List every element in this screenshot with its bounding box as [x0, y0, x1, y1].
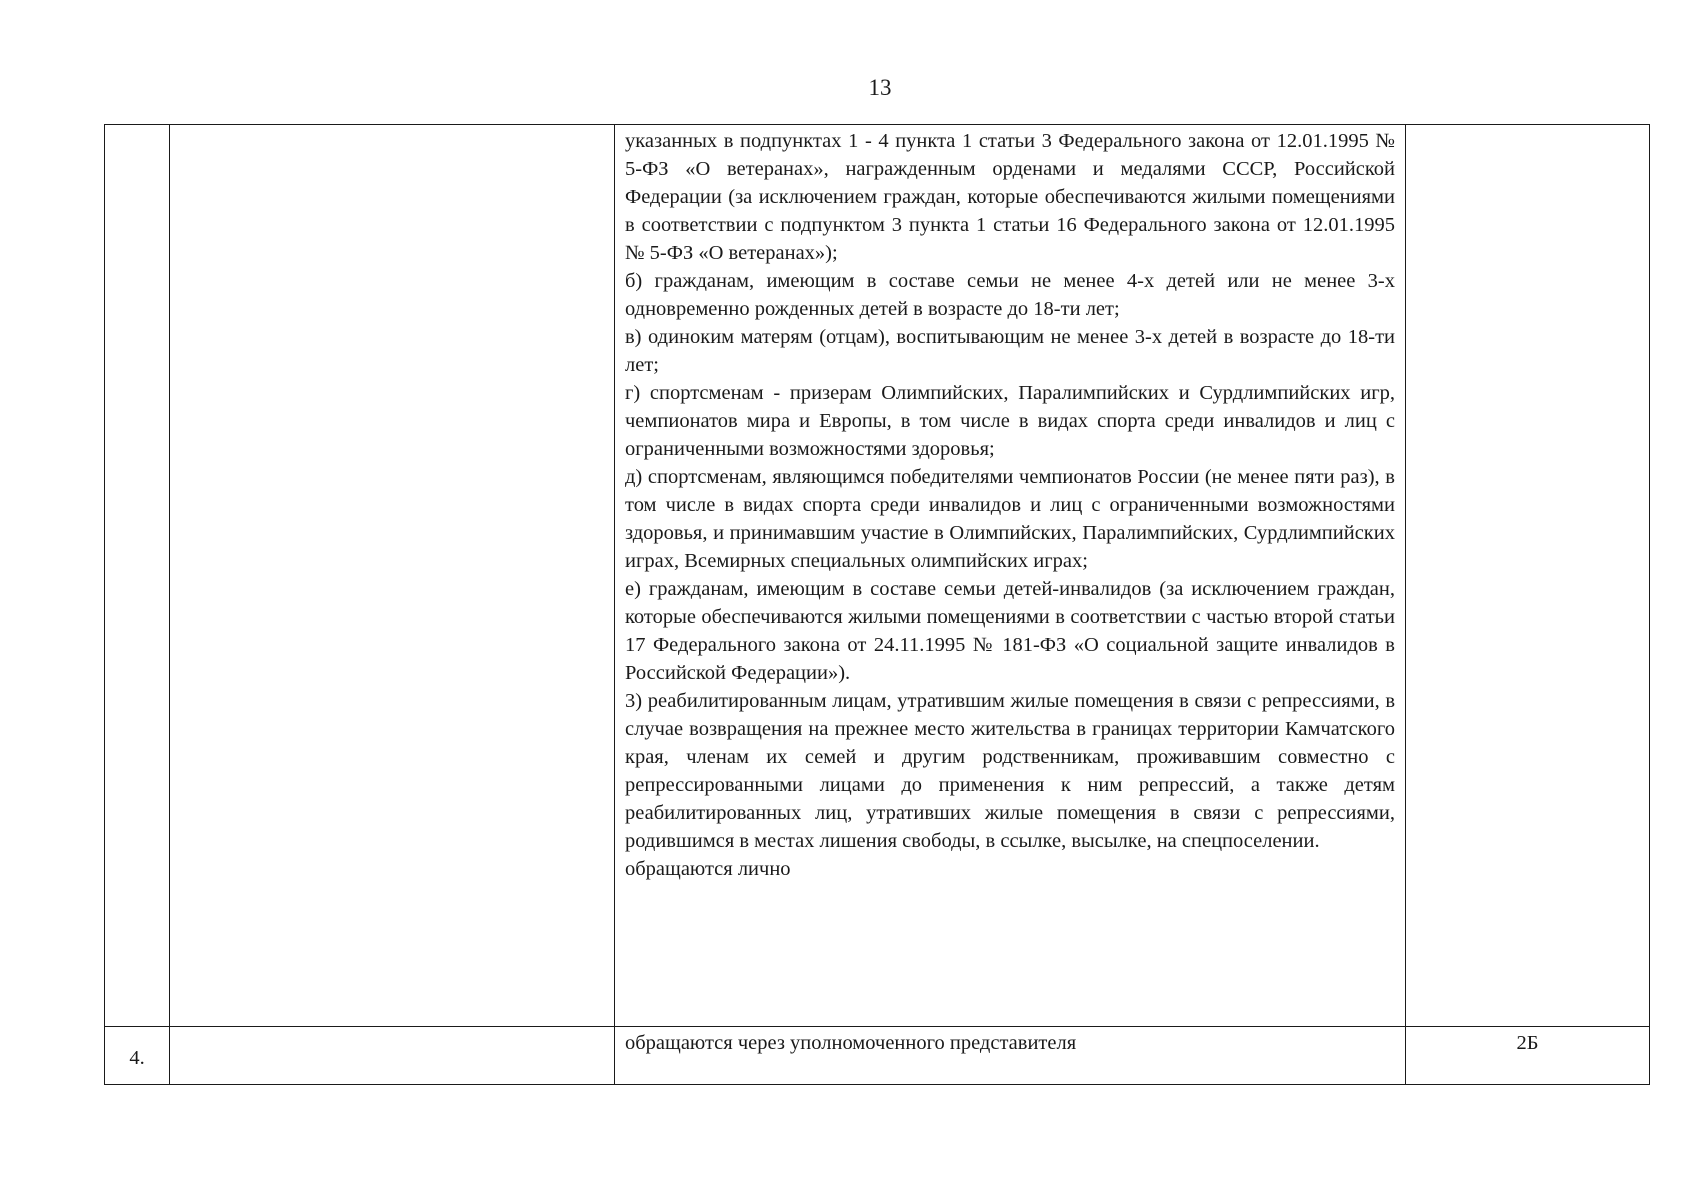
category-cell: [170, 1027, 615, 1085]
code-cell: [1406, 125, 1650, 1027]
table-row-continuation: [105, 125, 1650, 1027]
paragraph-3: 3) реабилитированным лицам, утратившим жилые помещения в связи с репрессиями, в случае возвращения на прежнее место жительства в границах территории Камчатского края, членам их семей и другим родственникам, проживавшим совместно с репрессированными лицами до применения к ним репрессий, а также детям реабилитированных лиц, утративших жилые помещения в связи с репрессиями, родившимся в местах лишения свободы, в ссылке, высылке, на спецпоселении.: [625, 690, 1395, 852]
paragraph-veterans: указанных в подпунктах 1 - 4 пункта 1 статьи 3 Федерального закона от 12.01.1995 № 5-ФЗ «О ветеранах», награжденным орденами и медалями СССР, Российской Федерации (за исключением граждан, которые обеспечиваются жилыми помещениями в соответствии с подпунктом 3 пункта 1 статьи 16 Федерального закона от 12.01.1995 № 5-ФЗ «О ветеранах»);: [625, 130, 1395, 264]
code-cell: 2Б: [1406, 1027, 1650, 1085]
paragraph-e: е) гражданам, имеющим в составе семьи детей-инвалидов (за исключением граждан, которые обеспечиваются жилыми помещениями в соответствии с частью второй статьи 17 Федерального закона от 24.11.1995 № 181-ФЗ «О социальной защите инвалидов в Российской Федерации»).: [625, 578, 1395, 684]
category-cell: [170, 125, 615, 1027]
row-number-cell: 4.: [105, 1027, 170, 1085]
page-number: 13: [868, 75, 892, 100]
paragraph-representative: обращаются через уполномоченного представителя: [625, 1032, 1077, 1054]
paragraph-v: в) одиноким матерям (отцам), воспитывающим не менее 3-х детей в возрасте до 18-ти лет;: [625, 326, 1395, 376]
document-table: [104, 124, 1650, 1085]
paragraph-b: б) гражданам, имеющим в составе семьи не менее 4-х детей или не менее 3-х одновременно рожденных детей в возрасте до 18-ти лет;: [625, 270, 1395, 320]
table-row-4: [105, 1027, 1650, 1085]
description-cell: [615, 1027, 1406, 1085]
paragraph-in-person: обращаются лично: [625, 858, 791, 880]
paragraph-d: д) спортсменам, являющимся победителями чемпионатов России (не менее пяти раз), в том числе в видах спорта среди инвалидов и лиц с ограниченными возможностями здоровья, и принимавшим участие в Олимпийских, Паралимпийских, Сурдлимпийских играх, Всемирных специальных олимпийских играх;: [625, 466, 1395, 572]
paragraph-g: г) спортсменам - призерам Олимпийских, Паралимпийских и Сурдлимпийских игр, чемпионатов мира и Европы, в том числе в видах спорта среди инвалидов и лиц с ограниченными возможностями здоровья;: [625, 382, 1395, 460]
description-cell: [615, 125, 1406, 1027]
row-number-cell: [105, 125, 170, 1027]
